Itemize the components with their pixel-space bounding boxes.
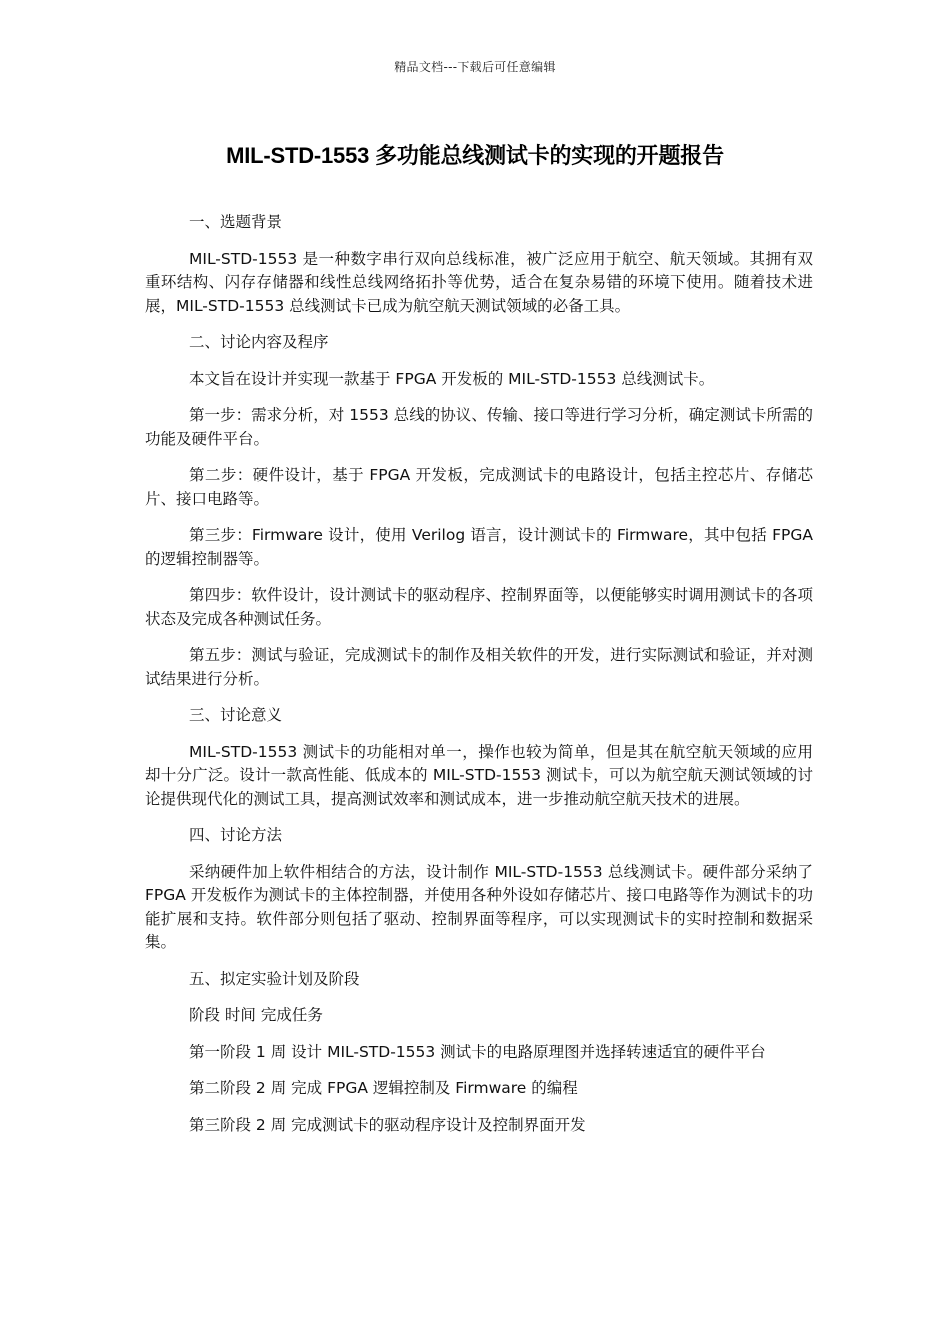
paragraph-step-2: 第二步：硬件设计，基于 FPGA 开发板，完成测试卡的电路设计，包括主控芯片、存储芯片、接口电路等。 (145, 466, 813, 508)
paragraph-significance: MIL-STD-1553 测试卡的功能相对单一，操作也较为简单，但是其在航空航天领域的应用却十分广泛。设计一款高性能、低成本的 MIL-STD-1553 测试卡，可以为航空航天测试领域的讨论提供现代化的测试工具，提高测试效率和测试成本，进一步推动航空航天技术的进展。 (145, 742, 813, 808)
paragraph-step-3: 第三步：Firmware 设计，使用 Verilog 语言，设计测试卡的 Firmware，其中包括 FPGA 的逻辑控制器等。 (145, 526, 813, 568)
paragraph-step-4: 第四步：软件设计，设计测试卡的驱动程序、控制界面等，以便能够实时调用测试卡的各项状态及完成各种测试任务。 (145, 586, 813, 628)
paragraph-method: 采纳硬件加上软件相结合的方法，设计制作 MIL-STD-1553 总线测试卡。硬件部分采纳了 FPGA 开发板作为测试卡的主体控制器，并使用各种外设如存储芯片、接口电路等作为测试卡的功能扩展和支持。软件部分则包括了驱动、控制界面等程序，可以实现测试卡的实时控制和数据采集。 (145, 862, 813, 951)
paragraph-step-5: 第五步：测试与验证，完成测试卡的制作及相关软件的开发，进行实际测试和验证，并对测试结果进行分析。 (145, 646, 813, 688)
paragraph-content-intro: 本文旨在设计并实现一款基于 FPGA 开发板的 MIL-STD-1553 总线测试卡。 (189, 369, 715, 388)
section-heading-significance: 三、讨论意义 (189, 706, 283, 724)
plan-row-stage-1: 第一阶段 1 周 设计 MIL-STD-1553 测试卡的电路原理图并选择转速适宜的硬件平台 (189, 1042, 766, 1061)
document-title: MIL-STD-1553 多功能总线测试卡的实现的开题报告 (226, 143, 724, 168)
section-heading-content: 二、讨论内容及程序 (189, 333, 329, 351)
paragraph-step-1: 第一步：需求分析，对 1553 总线的协议、传输、接口等进行学习分析，确定测试卡所需的功能及硬件平台。 (145, 406, 813, 448)
section-heading-plan: 五、拟定实验计划及阶段 (189, 969, 360, 988)
plan-row-stage-2: 第二阶段 2 周 完成 FPGA 逻辑控制及 Firmware 的编程 (189, 1079, 578, 1097)
section-heading-method: 四、讨论方法 (189, 826, 283, 844)
page-header-note: 精品文档---下载后可任意编辑 (394, 60, 556, 74)
plan-table-header: 阶段 时间 完成任务 (189, 1006, 323, 1024)
paragraph-background: MIL-STD-1553 是一种数字串行双向总线标准，被广泛应用于航空、航天领域。其拥有双重环结构、闪存存储器和线性总线网络拓扑等优势，适合在复杂易错的环境下使用。随着技术进展，MIL-STD-1553 总线测试卡已成为航空航天测试领域的必备工具。 (145, 249, 813, 315)
section-heading-background: 一、选题背景 (189, 213, 283, 231)
plan-row-stage-3: 第三阶段 2 周 完成测试卡的驱动程序设计及控制界面开发 (189, 1115, 586, 1134)
document-body (145, 211, 813, 1150)
